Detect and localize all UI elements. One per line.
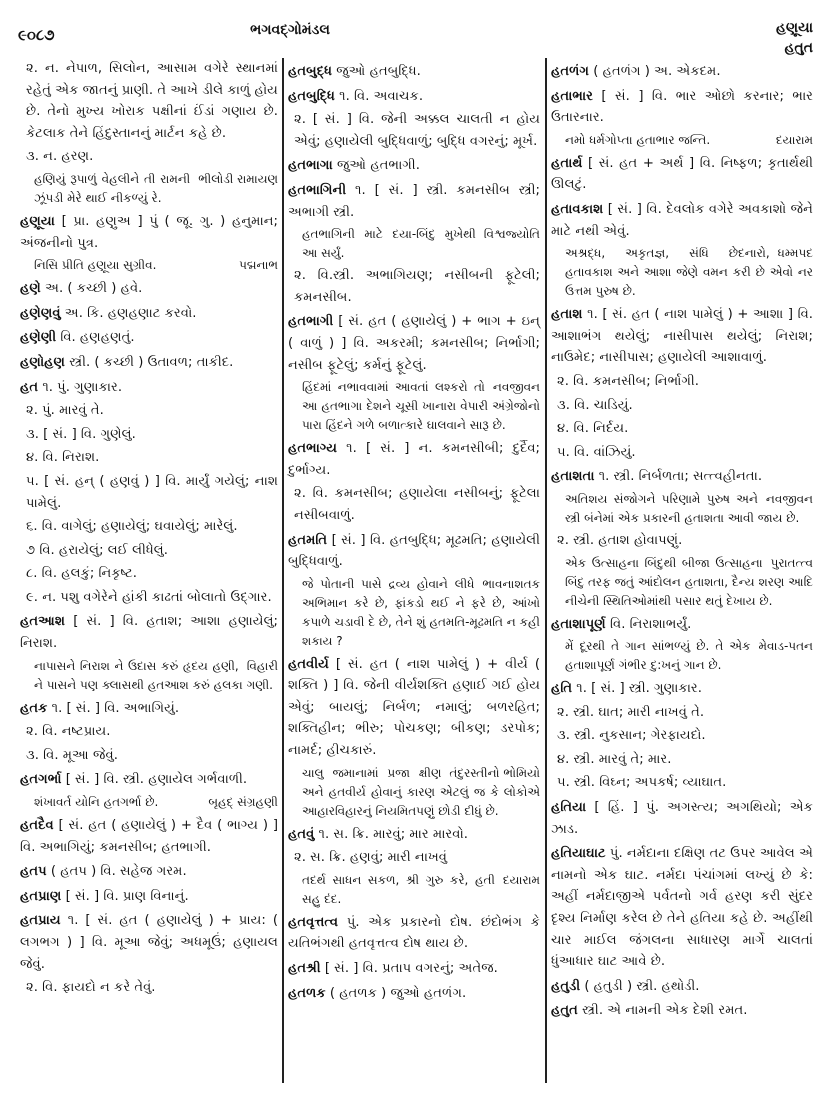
dictionary-entry [551, 304, 813, 369]
citation-quote [551, 131, 813, 150]
headword: હતવીર્ય [288, 656, 329, 672]
definition-text: [ સં. ] વિ. પ્રાણ વિનાનું. [61, 888, 189, 904]
definition-text: ૫. વિ. વાંઝિયું. [557, 444, 636, 460]
dictionary-entry [20, 327, 278, 349]
headword: હતાર્થ [551, 155, 583, 171]
definition-text: [ સં. ] વિ. દેવલોક વગેરે અવકાશો જેને માટે નથી એવું. [551, 201, 813, 239]
column-1 [20, 58, 278, 1001]
definition-text: હણિયું રૂપાળું વેહલીને તી રામની ઝૂંપડી મેરે થાઈ નીકળ્યું રે. [34, 171, 191, 205]
definition-text: પું. એક પ્રકારનો દોષ. છંદોભંગ કે યતિભંગથી હતવૃત્તત્વ દોષ થાય છે. [288, 914, 540, 952]
headword: હતળક [288, 985, 326, 1001]
definition-text: [ સં. ] વિ. ભાર ઓછો કરનાર; ભાર ઉતારનાર. [551, 88, 813, 126]
headword: હતિયા [551, 800, 587, 816]
guide-words [776, 18, 813, 58]
sense-line [288, 109, 540, 152]
citation-source: વિહારી [246, 658, 278, 673]
definition-text: ૧. [ સં. હત ( નાશ પામેલું ) + આશા ] વિ. આશાભંગ થયેલું; નાસીપાસ થયેલું; નિરાશ; નાઉમેદ; નાસીપાસ; હણાયેલી આશાવાળું. [551, 307, 813, 366]
definition-text: ૧. [ સં. ] ન. કમનસીબી; દુર્દૈવ; દુર્ભાગ્ય. [288, 441, 540, 478]
definition-text: ૧. સ્ત્રી. નિર્બળતા; સત્ત્વહીનતા. [594, 469, 763, 485]
sense-line [551, 725, 813, 747]
headword: હતક [20, 700, 48, 716]
page-header [0, 0, 825, 58]
definition-text: નમો ધર્મગોપ્તા હતાભાર જન્તિ. [565, 132, 711, 147]
citation-quote [551, 554, 813, 611]
definition-text: ૧. સ. ક્રિ. મારવું; માર મારવો. [314, 826, 468, 842]
definition-text: વિ. નિરાશાભર્યું. [605, 616, 692, 632]
guide-word-last: હતુત [784, 40, 813, 56]
definition-text: ૧. [ સં. ] સ્ત્રી. કમનસીબ સ્ત્રી; અભાગી સ્ત્રી. [288, 182, 540, 220]
definition-text: [ સં. ] વિ. સ્ત્રી. હણાયેલ ગર્ભવાળી. [61, 772, 248, 788]
headword: હતિ [551, 681, 573, 697]
dictionary-entry [288, 824, 540, 846]
definition-text: ૨. સ્ત્રી. ઘાત; મારી નાખવું તે. [557, 704, 705, 720]
citation-source: દયારામ [502, 872, 540, 887]
definition-text: અ. કિ. હણહણાટ કરવો. [60, 305, 197, 321]
definition-text: [ હિં. ] પું. અગસ્ત્ય; અગથિયો; એક ઝાડ. [551, 800, 813, 837]
definition-text: જે પોતાની પાસે દ્રવ્ય હોવાને લીધે અભિમાન કરે છે, ફાંકડો થઈ ને ફરે છે, આંખો કપાળે ચડાવી દે છે, તેને શું હતમતિ-મૂઢમતિ ન કહી શકાય ? [302, 576, 540, 648]
dictionary-entry [551, 797, 813, 840]
definition-text: [ સં. હત ( નાશ પામેલું ) + વીર્ય ( શક્તિ ) ] વિ. જેની વીર્યશક્તિ હણાઈ ગઈ હોય એવું; બાયલું; નિર્બળ; નમાલું; બળરહિત; શક્તિહીન; ભીરુ; પોચકણ; બીકણ; ડરપોક; નામર્દ; હીચકારું. [288, 656, 540, 759]
sense-line [20, 400, 278, 422]
citation-source: ધમ્મપદ [777, 246, 813, 261]
definition-text: ૫. [ સં. હન્ ( હણવું ) ] વિ. માર્યું ગયેલું; નાશ પામેલું. [26, 473, 278, 511]
sense-line [288, 847, 540, 869]
dictionary-entry [20, 611, 278, 654]
definition-text: હિંદમાં નભાવવામાં આવતાં લશ્કરો તો આ હતભાગા દેશને ચૂસી ખાનારા વેપારી અંગ્રેજોનો પારા હિંદને ગળે બળાત્કારે ઘાલવાને સારૂ છે. [302, 380, 540, 433]
dictionary-entry [288, 983, 540, 1005]
headword: હણે [20, 281, 41, 297]
headword: હતવું [288, 826, 315, 842]
citation-source: ભાવનાશતક [482, 576, 540, 591]
sense-line [551, 371, 813, 393]
definition-text: ૪. વિ. નિર્દય. [557, 421, 629, 437]
headword: હતદૈવ [20, 818, 54, 834]
citation-source: નવજીવન [492, 380, 540, 395]
headword: હતાશાપૂર્ણ [551, 616, 606, 632]
definition-text: ૧. [ સં. હત ( હણાયેલું ) + પ્રાય: ( લગભગ ) ] વિ. મૂઆ જેવું; અધમૂઉં; હણાયલ જેવું. [20, 913, 278, 972]
dictionary-entry [20, 377, 278, 399]
sense-line [20, 471, 278, 514]
sense-line [20, 745, 278, 767]
definition-text: [ સં. હત + અર્થ ] વિ. નિષ્ફળ; કૃતાર્થથી ઊલટું. [551, 155, 813, 193]
dictionary-entry [288, 180, 540, 223]
headword: હણોહણ [20, 354, 66, 370]
dictionary-entry [20, 886, 278, 908]
definition-text: ૧. [ સં. ] વિ. અભાગિયું. [47, 700, 180, 716]
citation-quote [551, 244, 813, 301]
headword: હણેણી [20, 330, 57, 346]
headword: હતાશતા [551, 469, 595, 485]
citation-source: પુરાતત્ત્વ [770, 555, 813, 570]
definition-text: એક ઉત્સાહના બિંદુથી બીજા ઉત્સાહના બિંદુ તરફ જતું આંદોલન હતાશતા, દૈન્ય શરણ આદિ નીચેની સ્થિતિઓમાંથી પસાર થતું દેખાય છે. [565, 555, 813, 608]
dictionary-entry [20, 211, 278, 254]
definition-text: ૬. વિ. વાગેલું; હણાયેલું; ઘવાયેલું; મારેલું. [26, 519, 238, 535]
column-divider [545, 58, 547, 1083]
dictionary-entry [551, 199, 813, 242]
definition-text: [ સં. ] વિ. પ્રતાપ વગરનું; અતેજ. [320, 961, 498, 977]
sense-line [20, 563, 278, 585]
dictionary-entry [288, 61, 540, 83]
definition-text: ૨. વિ. કમનસીબ; હણાયેલા નસીબનું; ફૂટેલા નસીબવાળું. [294, 486, 540, 523]
citation-quote [288, 871, 540, 909]
sense-line [20, 977, 278, 999]
sense-line [20, 146, 278, 168]
column-2 [288, 58, 540, 1006]
definition-text: ૭ વિ. હરાયેલું; લઈ લીધેલું. [26, 542, 168, 558]
definition-text: ૨. સ. ક્રિ. હણવું; મારી નાખવું [294, 850, 448, 866]
sense-line [20, 587, 278, 609]
definition-text: ૩. [ સં. ] વિ. ગુણેલું. [26, 426, 136, 442]
citation-quote [551, 490, 813, 528]
citation-quote [20, 793, 278, 812]
sense-line [551, 395, 813, 417]
definition-text: જુઓ હતબુદ્ધિ. [332, 64, 421, 79]
citation-quote [20, 256, 278, 275]
headword: હતપ્રાણ [20, 888, 62, 904]
definition-text: ૨. પું. મારવું તે. [26, 403, 104, 419]
citation-source: ભીલોડી રામાયણ [198, 171, 278, 186]
definition-text: મેં દૂરથી તે ગાન સાંભળ્યું છે. તે એક હતાશાપૂર્ણ ગંભીર દુ:ખનું ગાન છે. [565, 639, 751, 673]
dictionary-entry [551, 153, 813, 196]
citation-source: વિશ્વજ્યોતિ [483, 227, 540, 242]
dictionary-entry [20, 278, 278, 300]
dictionary-entry [20, 815, 278, 858]
headword: હતિયાઘાટ [551, 846, 606, 862]
definition-text: નિસિ પ્રીતિ હણૂયા સુગ્રીવ. [34, 258, 157, 273]
definition-text: ૧. [ સં. ] સ્ત્રી. ગુણાકાર. [572, 681, 702, 697]
page-number: ૯૦૮૭ [18, 26, 55, 44]
definition-text: ૪. વિ. નિરાશ. [26, 450, 100, 466]
definition-text: ૩. વિ. ચાડિયું. [557, 397, 633, 413]
dictionary-entry [20, 303, 278, 325]
definition-text: અશ્રદ્ધ, અકૃતજ્ઞ, સંધિ છેદનારો, હતાવકાશ અને આશા જેણે વમન કરી છે એવો નર ઉત્તમ પુરુષ છે. [565, 246, 813, 299]
dictionary-entry [551, 678, 813, 700]
sense-line [551, 702, 813, 724]
citation-quote [288, 225, 540, 263]
definition-text: ( હતળક ) જુઓ હતળંગ. [325, 985, 467, 1001]
definition-text: નાપાસને નિરાશ ને ઉદાસ કરું હૃદય હણી, ને પાસને પણ ક્લાસથી હતઆશ કરું હલકા ગણી. [34, 658, 273, 692]
citation-source: પદ્મનાભ [239, 258, 278, 273]
definition-text: ૩. સ્ત્રી. નુકસાન; ગેરફાયદો. [557, 728, 706, 744]
definition-text: [ સં. ] વિ. હતબુદ્ધિ; મૂઢમતિ; હણાયેલી બુદ્ધિવાળું. [288, 532, 540, 570]
headword: હતશ્રી [288, 961, 321, 977]
sense-line [551, 418, 813, 440]
sense-line [551, 530, 813, 552]
dictionary-entry [288, 86, 540, 108]
headword: હતભાગા [288, 158, 333, 174]
definition-text: અ. ( કચ્છી ) હવે. [40, 281, 143, 297]
citation-source: બૃહદ્ સંગ્રહણી [208, 795, 278, 810]
headword: હતગર્ભા [20, 772, 62, 788]
citation-source: દયારામ [775, 132, 813, 147]
definition-text: ૮. વિ. હલકું; નિકૃષ્ટ. [26, 566, 137, 582]
citation-quote [20, 657, 278, 695]
definition-text: ૨. સ્ત્રી. હતાશ હોવાપણું. [557, 532, 683, 548]
headword: હતુડી [551, 978, 581, 994]
definition-text: અતિશય સંજોગને પરિણામે પુરુષ અને સ્ત્રી બંનેમાં એક પ્રકારની હતાશતા આવી જાય છે. [565, 491, 800, 525]
dictionary-entry [20, 769, 278, 791]
definition-text: ( હતુડી ) સ્ત્રી. હથોડી. [580, 978, 700, 994]
definition-text: ૫. સ્ત્રી. વિઘ્ન; અપકર્ષ; વ્યાઘાત. [557, 775, 727, 791]
headword: હતભાગી [288, 314, 334, 330]
guide-word-first: હણૂયા [775, 20, 813, 36]
column-3 [551, 58, 813, 1024]
citation-quote [288, 764, 540, 821]
dictionary-entry [288, 912, 540, 955]
definition-text: [ સં. ] વિ. હતાશ; આશા હણાયેલું; નિરાશ. [20, 614, 278, 652]
citation-quote [551, 637, 813, 675]
headword: હતાભાર [551, 88, 593, 104]
dictionary-entry [288, 311, 540, 376]
dictionary-entry [288, 530, 540, 573]
dictionary-entry [551, 61, 813, 83]
definition-text: પું. નર્મદાના દક્ષિણ તટ ઉપર આવેલ એ નામનો એક ઘાટ. નર્મદા પંચાંગમાં લખ્યું છે કે: અહીં નર્મદાજીએ પર્વતનો ગર્વ હરણ કરી સુંદર દૃશ્ય નિર્માણ કરેલ છે તેને હતિયા કહે છે. અહીંથી ચાર માઈલ જંગલના સાધારણ માર્ગે ચાલતાં ધુંઆધાર ઘાટ આવે છે. [551, 846, 813, 970]
headword: હતભાગ્ય [288, 441, 338, 457]
definition-text: સ્ત્રી. એ નામની એક દેશી રમત. [577, 1003, 748, 1019]
sense-line [20, 721, 278, 743]
definition-text: જુઓ હતભાગી. [332, 158, 420, 174]
definition-text: ૩. ન. હરણ. [26, 149, 94, 165]
dictionary-entry [20, 352, 278, 374]
dictionary-entry [20, 910, 278, 975]
dictionary-entry [551, 614, 813, 636]
headword: હતળંગ [551, 64, 590, 79]
headword: હણૂયા [20, 213, 55, 229]
dictionary-entry [551, 976, 813, 998]
dictionary-entry [288, 155, 540, 177]
citation-source: નવજીવન [765, 491, 813, 506]
sense-line [20, 447, 278, 469]
book-title: ભગવદ્ગોમંડલ [250, 22, 330, 38]
sense-line [20, 58, 278, 144]
sense-line [20, 424, 278, 446]
definition-text: ૨. વિ. ફાયદો ન કરે તેવું. [26, 980, 156, 996]
headword: હતઆશ [20, 614, 66, 630]
sense-line [551, 442, 813, 464]
definition-text: ૩. વિ. મૂઆ જેવું. [26, 747, 118, 763]
definition-text: ૨. વિ. કમનસીબ; નિર્ભાગી. [557, 373, 700, 389]
citation-quote [288, 575, 540, 651]
dictionary-entry [20, 698, 278, 720]
definition-text: તદર્થ સાધન સકળ, શ્રી ગુરુ કરે, હતી સહુ દંદ. [302, 872, 495, 906]
definition-text: ૧. વિ. અવાચક. [334, 88, 424, 104]
dictionary-entry [551, 843, 813, 973]
definition-text: [ સં. હત ( હણાયેલું ) + દૈવ ( ભાગ્ય ) ] વિ. અભાગિયું; કમનસીબ; હતભાગી. [20, 818, 278, 855]
citation-source: મેવાડ-પતન [758, 639, 813, 654]
definition-text: ૨. [ સં. ] વિ. જેની અક્કલ ચાલતી ન હોય એવું; હણાયેલી બુદ્ધિવાળું; બુદ્ધિ વગરનું; મૂર્ખ. [294, 112, 540, 149]
definition-text: સ્ત્રી. ( કચ્છી ) ઉતાવળ; તાકીદ. [65, 354, 234, 370]
headword: હણેણવું [20, 305, 61, 321]
headword: હતવૃત્તત્વ [288, 914, 339, 930]
sense-line [551, 772, 813, 794]
definition-text: ( હતપ ) વિ. સહેજ ગરમ. [46, 864, 187, 880]
definition-text: ૨. ન. નેપાળ, સિલોન, આસામ વગેરે સ્થાનમાં રહેતું એક જાતનું પ્રાણી. તે આખે ડીલે કાળું હોય છે. તેનો મુખ્ય ખોરાક પક્ષીનાં ઈંડાં ગણાય છે. કેટલાક તેને હિંદુસ્તાનનું માર્ટન કહે છે. [26, 61, 278, 141]
sense-line [551, 749, 813, 771]
dictionary-entry [20, 861, 278, 883]
definition-text: ( હતળંગ ) અ. એકદમ. [589, 64, 721, 79]
citation-quote [288, 378, 540, 435]
definition-text: ૯. ન. પશુ વગેરેને હાંકી કાઢતાં બોલાતો ઉદ્ગાર. [26, 589, 272, 605]
headword: હતમતિ [288, 532, 328, 548]
definition-text: શંખાવર્ત યોનિ હતગર્ભા છે. [34, 795, 159, 810]
headword: હતભાગિની [288, 182, 347, 198]
sense-line [20, 540, 278, 562]
headword: હતાવકાશ [551, 201, 604, 217]
dictionary-entry [288, 958, 540, 980]
definition-text: ચાલુ જમાનામાં પ્રજા ક્ષીણ અને હતવીર્ય હોવાનું કારણ એટલું જ કે લોકોએ આહારવિહારનું નિયમિતપણું છોડી દીધું છે. [302, 765, 540, 818]
dictionary-entry [288, 438, 540, 481]
citation-quote [20, 170, 278, 208]
definition-text: હતભાગિની માટે દયા-બિંદુ મુખેથી આ સર્યું. [302, 227, 476, 261]
sense-line [288, 483, 540, 526]
definition-text: વિ. હણહણતું. [56, 330, 135, 346]
headword: હતપ [20, 864, 47, 880]
definition-text: ૨. વિ. નષ્ટપ્રાય. [26, 724, 111, 740]
headword: હતબુદ્ધિ [288, 88, 335, 104]
definition-text: [ પ્રા. હણુઅ ] પું ( જૂ. ગુ. ) હનુમાન; અંજનીનો પુત્ર. [20, 213, 278, 251]
headword: હત [20, 379, 39, 395]
headword: હતાશ [551, 307, 583, 323]
dictionary-entry [551, 86, 813, 129]
dictionary-entry [288, 654, 540, 762]
definition-text: ૪. સ્ત્રી. મારવું તે; માર. [557, 751, 672, 767]
dictionary-entry [551, 466, 813, 488]
definition-text: ૧. પું. ગુણાકાર. [38, 379, 123, 395]
headword: હતુત [551, 1003, 578, 1019]
column-divider [282, 58, 284, 1083]
headword: હતપ્રાય [20, 913, 61, 929]
sense-line [20, 516, 278, 538]
citation-source: તંદુરસ્તીનો ભોમિયો [449, 765, 540, 780]
dictionary-entry [551, 1000, 813, 1022]
definition-text: ૨. વિ.સ્ત્રી. અભાગિયણ; નસીબની ફૂટેલી; કમનસીબ. [294, 268, 540, 305]
definition-text: [ સં. હત ( હણાયેલું ) + ભાગ + ઇન્ ( વાળું ) ] વિ. અકરમી; કમનસીબ; નિર્ભાગી; નસીબ ફૂટેલું; કર્મનું ફૂટેલું. [288, 314, 540, 373]
headword: હતબુદ્ધ [288, 64, 332, 79]
sense-line [288, 265, 540, 308]
